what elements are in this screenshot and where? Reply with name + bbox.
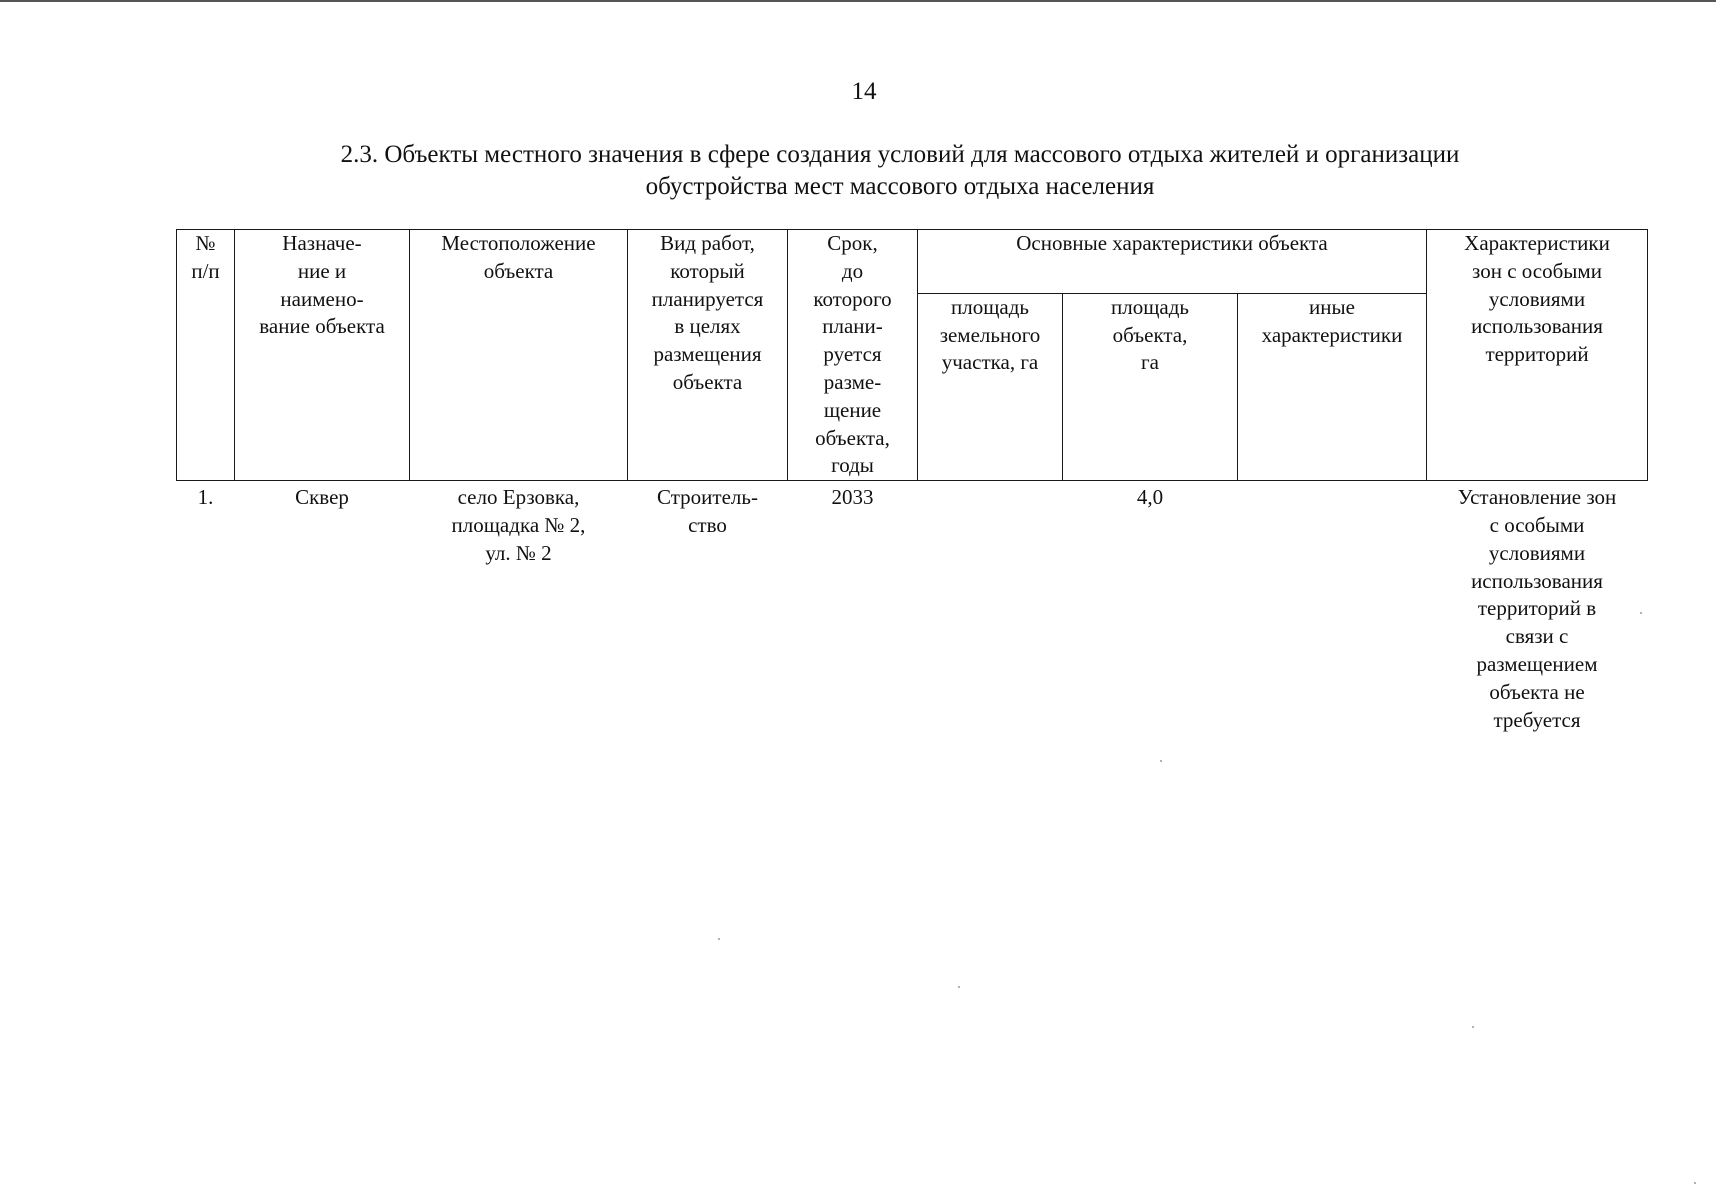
header-main-characteristics: Основные характеристики объекта — [918, 230, 1427, 294]
header-zone-characteristics: Характеристики зон с особыми условиями использования территорий — [1427, 230, 1648, 481]
scan-speck — [1694, 1182, 1696, 1184]
row-zone-characteristics: Установление зон с особыми условиями использования территорий в связи с размещением объекта не требуется — [1457, 485, 1617, 732]
table-row — [177, 481, 1648, 735]
header-land-area: площадь земельного участка, га — [918, 293, 1063, 480]
scan-speck — [1160, 760, 1162, 762]
header-purpose: Назначе- ние и наимено- вание объекта — [235, 230, 410, 481]
top-border-line — [0, 0, 1716, 2]
page-number: 14 — [851, 78, 877, 105]
header-object-area: площадь объекта, га — [1063, 293, 1238, 480]
header-row-top — [177, 230, 1648, 294]
table-header — [177, 230, 1648, 481]
row-land-area — [918, 481, 1063, 735]
row-deadline: 2033 — [831, 485, 874, 510]
row-location: село Ерзовка, площадка № 2, ул. № 2 — [451, 485, 586, 565]
objects-table — [176, 229, 1648, 734]
header-deadline: Срок, до которого плани- руется разме- щение объекта, годы — [788, 230, 918, 481]
header-number: № п/п — [177, 230, 235, 481]
row-work-type: Строитель- ство — [657, 485, 758, 537]
row-number: 1. — [197, 485, 214, 510]
header-location: Местоположение объекта — [410, 230, 628, 481]
scan-speck — [718, 938, 720, 940]
row-other-characteristics — [1238, 481, 1427, 735]
row-object-area: 4,0 — [1136, 485, 1164, 510]
scan-speck — [1472, 1026, 1474, 1028]
scan-speck — [958, 986, 960, 988]
section-title — [200, 139, 1600, 203]
table-body — [177, 481, 1648, 735]
scan-speck — [1640, 612, 1642, 614]
section-title-line-2: обустройства мест массового отдыха населения — [645, 173, 1155, 200]
row-purpose: Сквер — [295, 485, 349, 510]
section-title-line-1: 2.3. Объекты местного значения в сфере создания условий для массового отдыха жителей и организации — [340, 141, 1460, 168]
header-work-type: Вид работ, который планируется в целях размещения объекта — [628, 230, 788, 481]
header-other-characteristics: иные характеристики — [1238, 293, 1427, 480]
